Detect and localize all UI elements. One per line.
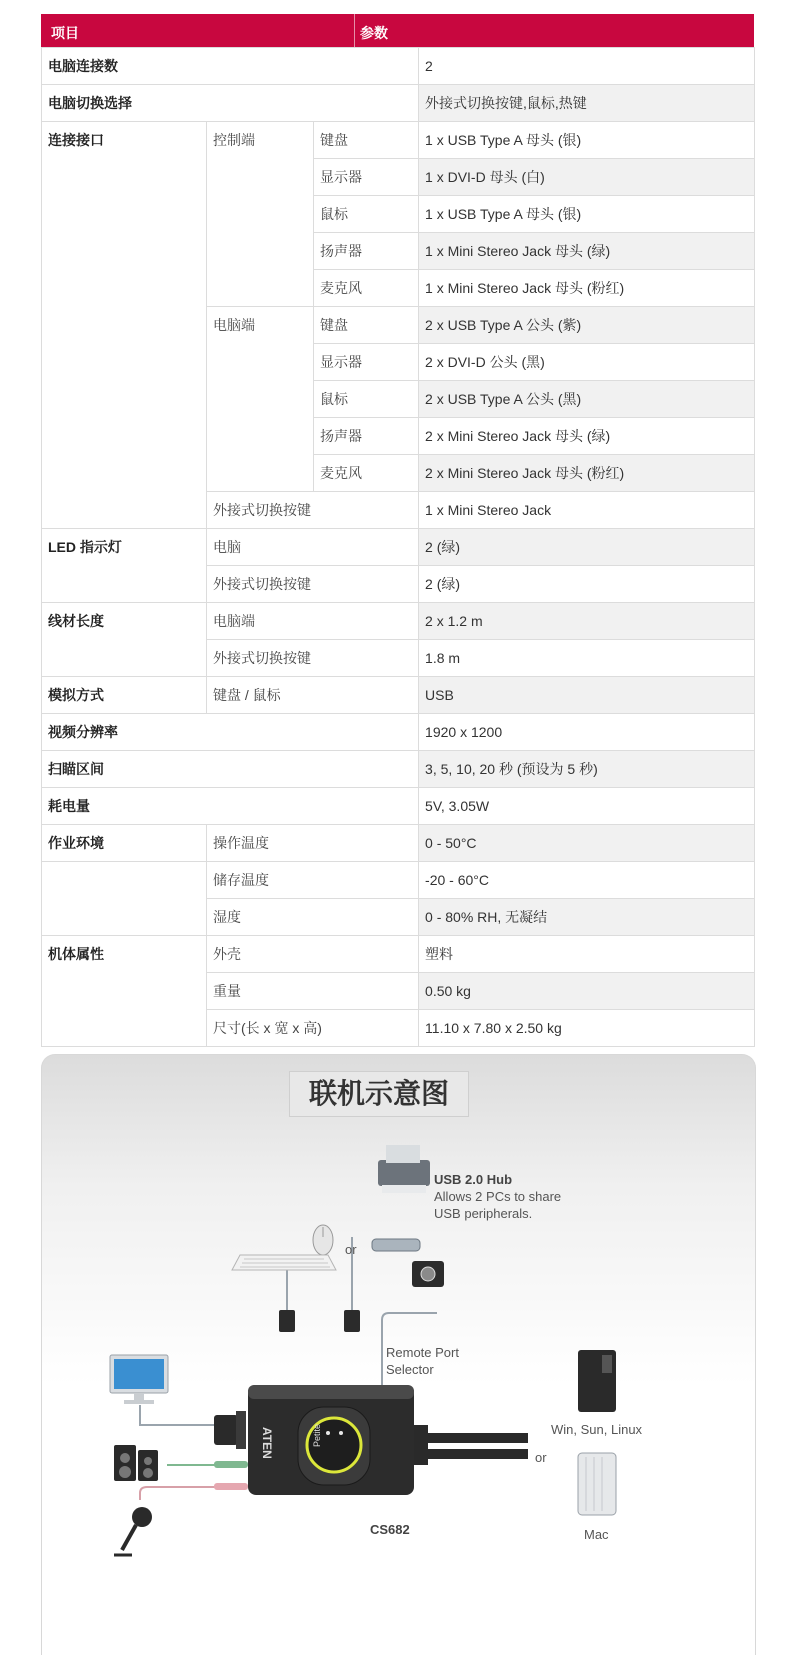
row-value: 外接式切换按键,鼠标,热键 <box>419 85 755 122</box>
header-divider <box>354 14 355 47</box>
row-label: 电脑切换选择 <box>42 85 419 122</box>
row-value: 0 - 50°C <box>419 825 755 862</box>
table-row <box>42 122 755 159</box>
row-sublabel: 操作温度 <box>207 825 419 862</box>
row-value: 3, 5, 10, 20 秒 (预设为 5 秒) <box>419 751 755 788</box>
row-sublabel: 尺寸(长 x 宽 x 高) <box>207 1010 419 1047</box>
audio-jack-icon <box>214 1461 248 1490</box>
row-label: 作业环境 <box>42 825 207 862</box>
row-item: 显示器 <box>314 159 419 196</box>
row-sublabel: 控制端 <box>207 122 314 307</box>
row-value: 0.50 kg <box>419 973 755 1010</box>
row-sublabel: 湿度 <box>207 899 419 936</box>
row-item: 键盘 <box>314 307 419 344</box>
row-value: 1 x USB Type A 母头 (银) <box>419 196 755 233</box>
remote-port-line-1: Remote Port <box>386 1345 459 1360</box>
row-value: 1 x USB Type A 母头 (银) <box>419 122 755 159</box>
speaker-icon <box>114 1445 158 1481</box>
microphone-icon <box>114 1507 152 1555</box>
row-sublabel: 电脑端 <box>207 307 314 492</box>
row-value: 11.10 x 7.80 x 2.50 kg <box>419 1010 755 1047</box>
row-item: 显示器 <box>314 344 419 381</box>
remote-port-label <box>386 1344 459 1378</box>
kvm-switch-icon <box>248 1385 528 1495</box>
row-value: 2 (绿) <box>419 566 755 603</box>
table-row <box>42 751 755 788</box>
row-label: 线材长度 <box>42 603 207 677</box>
row-value: USB <box>419 677 755 714</box>
table-row <box>42 825 755 862</box>
row-sublabel: 外接式切换按键 <box>207 492 419 529</box>
row-value: 1.8 m <box>419 640 755 677</box>
row-label-empty <box>42 862 207 936</box>
row-item: 麦克风 <box>314 455 419 492</box>
row-label: 电脑连接数 <box>42 48 419 85</box>
row-sublabel: 外接式切换按键 <box>207 640 419 677</box>
usb-hub-icon <box>372 1239 420 1251</box>
mouse-icon <box>313 1225 333 1255</box>
table-row <box>42 936 755 973</box>
table-row <box>42 862 755 899</box>
row-value: 2 x USB Type A 公头 (黑) <box>419 381 755 418</box>
row-value: 2 x Mini Stereo Jack 母头 (绿) <box>419 418 755 455</box>
row-sublabel: 电脑端 <box>207 603 419 640</box>
row-value: -20 - 60°C <box>419 862 755 899</box>
table-row <box>42 85 755 122</box>
mac-tower-icon <box>578 1453 616 1515</box>
header-param: 参数 <box>360 25 388 41</box>
petite-label: Petite <box>312 1423 323 1448</box>
connection-diagram <box>41 1054 756 1655</box>
brand-label: ATEN <box>260 1427 274 1459</box>
row-value: 0 - 80% RH, 无凝结 <box>419 899 755 936</box>
row-label: 视频分辨率 <box>42 714 419 751</box>
remote-port-line-2: Selector <box>386 1362 434 1377</box>
row-value: 2 x Mini Stereo Jack 母头 (粉红) <box>419 455 755 492</box>
row-label: LED 指示灯 <box>42 529 207 603</box>
table-row <box>42 603 755 640</box>
row-value: 1 x DVI-D 母头 (白) <box>419 159 755 196</box>
printer-icon <box>378 1145 430 1193</box>
row-sublabel: 重量 <box>207 973 419 1010</box>
hub-title: USB 2.0 Hub <box>434 1172 513 1187</box>
row-sublabel: 键盘 / 鼠标 <box>207 677 419 714</box>
row-label: 扫瞄区间 <box>42 751 419 788</box>
row-value: 1 x Mini Stereo Jack 母头 (绿) <box>419 233 755 270</box>
monitor-icon <box>110 1355 168 1404</box>
table-row <box>42 529 755 566</box>
model-label: CS682 <box>370 1522 410 1537</box>
usb-plug-icon <box>279 1310 360 1332</box>
mac-label: Mac <box>584 1527 609 1542</box>
row-sublabel: 外接式切换按键 <box>207 566 419 603</box>
row-sublabel: 储存温度 <box>207 862 419 899</box>
table-row <box>42 714 755 751</box>
row-value: 1920 x 1200 <box>419 714 755 751</box>
row-label: 连接接口 <box>42 122 207 529</box>
table-row <box>42 788 755 825</box>
row-label: 耗电量 <box>42 788 419 825</box>
table-header <box>41 14 754 47</box>
desktop-tower-icon <box>578 1350 616 1412</box>
row-value: 5V, 3.05W <box>419 788 755 825</box>
row-item: 扬声器 <box>314 418 419 455</box>
row-value: 2 <box>419 48 755 85</box>
header-item: 项目 <box>51 25 79 41</box>
spec-body <box>41 47 755 1047</box>
row-value: 1 x Mini Stereo Jack 母头 (粉红) <box>419 270 755 307</box>
remote-port-selector-icon <box>412 1261 444 1287</box>
row-value: 2 x DVI-D 公头 (黑) <box>419 344 755 381</box>
keyboard-icon <box>232 1255 336 1270</box>
row-sublabel: 电脑 <box>207 529 419 566</box>
row-item: 鼠标 <box>314 381 419 418</box>
spec-table <box>41 14 754 1047</box>
dvi-connector-icon <box>214 1411 246 1449</box>
or-label: or <box>535 1450 547 1465</box>
row-label: 模拟方式 <box>42 677 207 714</box>
table-row <box>42 48 755 85</box>
row-value: 2 (绿) <box>419 529 755 566</box>
row-value: 1 x Mini Stereo Jack <box>419 492 755 529</box>
hub-desc-line-2: USB peripherals. <box>434 1206 533 1221</box>
row-item: 扬声器 <box>314 233 419 270</box>
table-row <box>42 677 755 714</box>
row-value: 2 x 1.2 m <box>419 603 755 640</box>
row-item: 键盘 <box>314 122 419 159</box>
row-value: 2 x USB Type A 公头 (紫) <box>419 307 755 344</box>
or-label: or <box>345 1242 357 1257</box>
hub-desc-line-1: Allows 2 PCs to share <box>434 1189 562 1204</box>
row-sublabel: 外壳 <box>207 936 419 973</box>
row-item: 鼠标 <box>314 196 419 233</box>
hub-label <box>434 1171 561 1222</box>
row-label: 机体属性 <box>42 936 207 1047</box>
os-label: Win, Sun, Linux <box>551 1422 643 1437</box>
row-value: 塑料 <box>419 936 755 973</box>
diagram-title: 联机示意图 <box>289 1071 469 1117</box>
row-item: 麦克风 <box>314 270 419 307</box>
